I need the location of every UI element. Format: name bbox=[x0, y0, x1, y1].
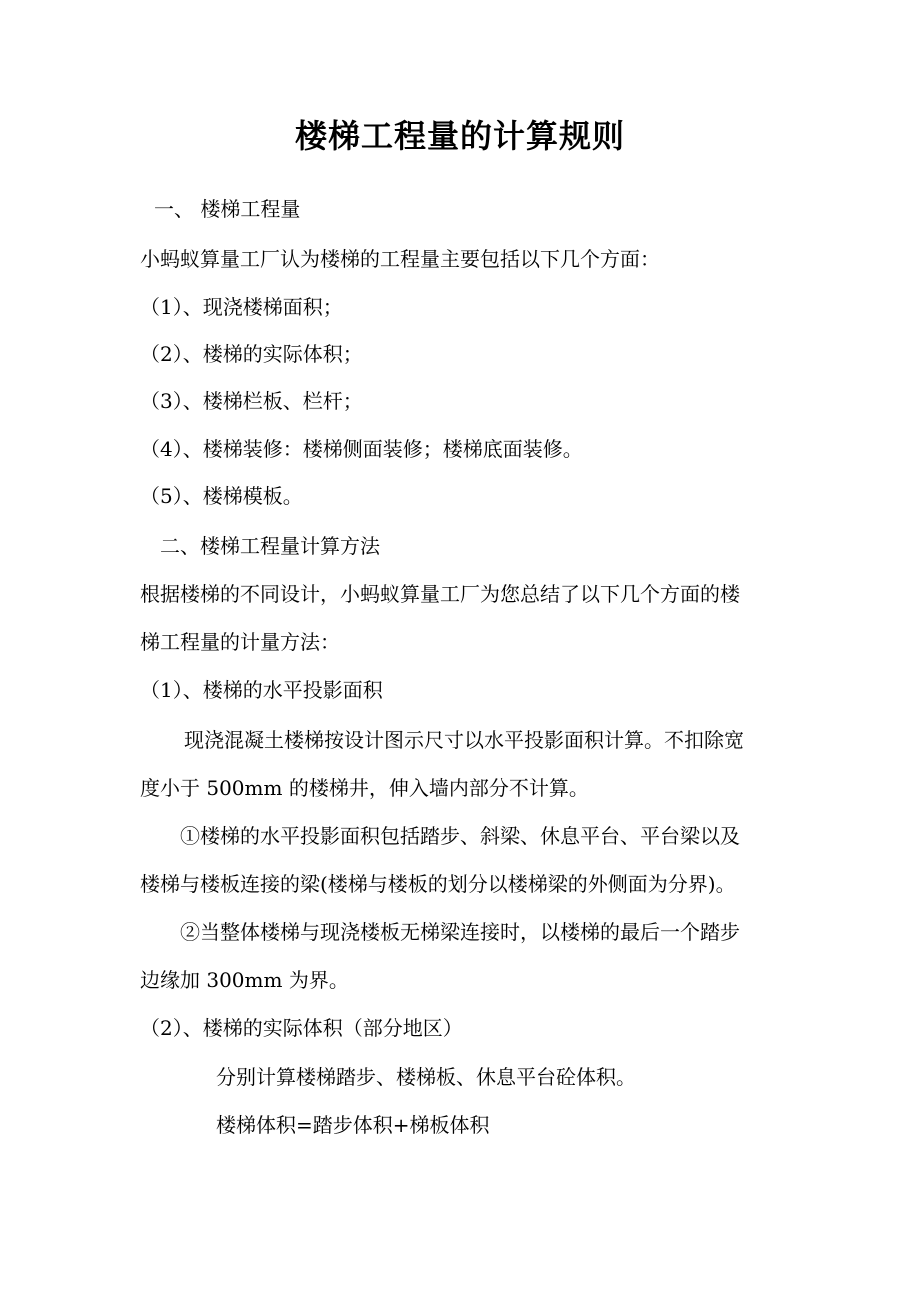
paragraph-line: 梯工程量的计量方法： bbox=[140, 630, 340, 654]
section-heading-2: 二、楼梯工程量计算方法 bbox=[160, 534, 380, 558]
subsection-heading: （1）、楼梯的水平投影面积 bbox=[140, 678, 383, 702]
subsection-heading: （2）、楼梯的实际体积（部分地区） bbox=[140, 1016, 463, 1040]
paragraph-intro: 小蚂蚁算量工厂认为楼梯的工程量主要包括以下几个方面： bbox=[140, 247, 660, 271]
list-item: （3）、楼梯栏板、栏杆； bbox=[140, 389, 363, 413]
formula-line: 楼梯体积=踏步体积+梯板体积 bbox=[216, 1113, 490, 1137]
paragraph-line: 度小于 500mm 的楼梯井，伸入墙内部分不计算。 bbox=[140, 776, 589, 800]
list-item: （1）、现浇楼梯面积； bbox=[140, 295, 343, 319]
list-item: （4）、楼梯装修：楼梯侧面装修；楼梯底面装修。 bbox=[140, 437, 583, 461]
section-heading-1: 一、 楼梯工程量 bbox=[154, 197, 301, 221]
paragraph-line: 根据楼梯的不同设计，小蚂蚁算量工厂为您总结了以下几个方面的楼 bbox=[140, 582, 740, 606]
paragraph-line: 现浇混凝土楼梯按设计图示尺寸以水平投影面积计算。不扣除宽 bbox=[184, 728, 744, 752]
list-item: （5）、楼梯模板。 bbox=[140, 484, 303, 508]
paragraph-line: ①楼梯的水平投影面积包括踏步、斜梁、休息平台、平台梁以及 bbox=[180, 824, 740, 848]
paragraph-line: 边缘加 300mm 为界。 bbox=[140, 968, 349, 992]
paragraph-line: 分别计算楼梯踏步、楼梯板、休息平台砼体积。 bbox=[216, 1065, 636, 1089]
document-title: 楼梯工程量的计算规则 bbox=[294, 117, 625, 155]
list-item: （2）、楼梯的实际体积； bbox=[140, 342, 363, 366]
paragraph-line: 楼梯与楼板连接的梁(楼梯与楼板的划分以楼梯梁的外侧面为分界)。 bbox=[140, 872, 736, 896]
paragraph-line: ②当整体楼梯与现浇楼板无梯梁连接时，以楼梯的最后一个踏步 bbox=[180, 920, 740, 944]
